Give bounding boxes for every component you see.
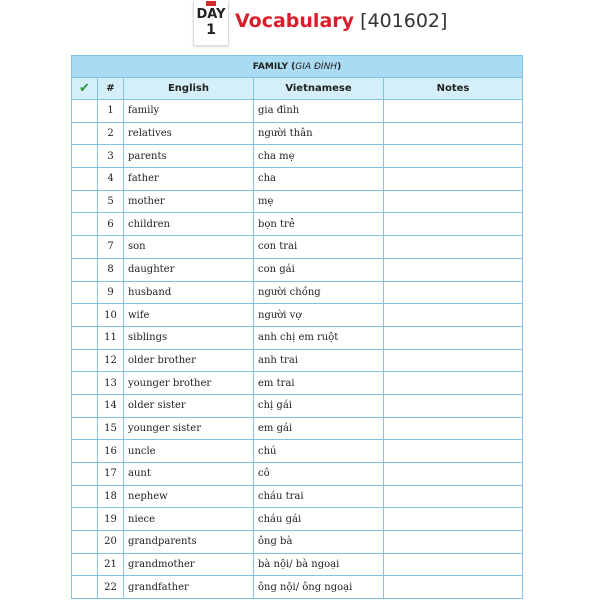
row-vietnamese: cha mẹ xyxy=(254,145,384,168)
row-english: daughter xyxy=(124,258,254,281)
table-row xyxy=(72,485,523,508)
row-checkbox[interactable] xyxy=(72,281,98,304)
row-checkbox[interactable] xyxy=(72,258,98,281)
row-checkbox[interactable] xyxy=(72,326,98,349)
row-notes[interactable] xyxy=(384,417,523,440)
row-english: husband xyxy=(124,281,254,304)
row-number: 8 xyxy=(98,258,124,281)
row-notes[interactable] xyxy=(384,281,523,304)
row-vietnamese: chú xyxy=(254,440,384,463)
row-english: nephew xyxy=(124,485,254,508)
row-english: family xyxy=(124,100,254,123)
table-row xyxy=(72,394,523,417)
day-label: DAY xyxy=(196,6,226,22)
row-english: parents xyxy=(124,145,254,168)
row-notes[interactable] xyxy=(384,576,523,599)
row-english: older sister xyxy=(124,394,254,417)
table-row xyxy=(72,576,523,599)
row-number: 3 xyxy=(98,145,124,168)
row-vietnamese: bà nội/ bà ngoại xyxy=(254,553,384,576)
table-row xyxy=(72,508,523,531)
table-row xyxy=(72,100,523,123)
title-text: Vocabulary xyxy=(235,10,355,32)
row-number: 2 xyxy=(98,122,124,145)
row-notes[interactable] xyxy=(384,145,523,168)
row-vietnamese: con gái xyxy=(254,258,384,281)
column-english: English xyxy=(124,78,254,100)
row-checkbox[interactable] xyxy=(72,508,98,531)
table-row xyxy=(72,372,523,395)
row-vietnamese: ông bà xyxy=(254,531,384,554)
row-number: 18 xyxy=(98,485,124,508)
table-row xyxy=(72,168,523,191)
table-row xyxy=(72,553,523,576)
row-vietnamese: cha xyxy=(254,168,384,191)
row-vietnamese: gia đình xyxy=(254,100,384,123)
row-vietnamese: em trai xyxy=(254,372,384,395)
row-checkbox[interactable] xyxy=(72,463,98,486)
row-english: older brother xyxy=(124,349,254,372)
row-checkbox[interactable] xyxy=(72,168,98,191)
row-checkbox[interactable] xyxy=(72,122,98,145)
table-row xyxy=(72,281,523,304)
row-english: children xyxy=(124,213,254,236)
table-row xyxy=(72,349,523,372)
row-notes[interactable] xyxy=(384,440,523,463)
table-row xyxy=(72,190,523,213)
row-number: 13 xyxy=(98,372,124,395)
row-vietnamese: anh trai xyxy=(254,349,384,372)
row-number: 11 xyxy=(98,326,124,349)
table-row xyxy=(72,145,523,168)
row-english: relatives xyxy=(124,122,254,145)
row-vietnamese: người chồng xyxy=(254,281,384,304)
row-checkbox[interactable] xyxy=(72,440,98,463)
row-notes[interactable] xyxy=(384,349,523,372)
row-number: 15 xyxy=(98,417,124,440)
table-row xyxy=(72,417,523,440)
table-row xyxy=(72,122,523,145)
row-checkbox[interactable] xyxy=(72,190,98,213)
row-checkbox[interactable] xyxy=(72,485,98,508)
row-checkbox[interactable] xyxy=(72,145,98,168)
row-vietnamese: em gái xyxy=(254,417,384,440)
row-notes[interactable] xyxy=(384,508,523,531)
row-vietnamese: người vợ xyxy=(254,304,384,327)
ribbon-icon xyxy=(206,1,216,6)
table-row xyxy=(72,258,523,281)
row-number: 19 xyxy=(98,508,124,531)
row-number: 5 xyxy=(98,190,124,213)
row-english: niece xyxy=(124,508,254,531)
row-notes[interactable] xyxy=(384,485,523,508)
table-row xyxy=(72,531,523,554)
row-checkbox[interactable] xyxy=(72,236,98,259)
row-english: wife xyxy=(124,304,254,327)
table-row xyxy=(72,213,523,236)
row-vietnamese: cháu trai xyxy=(254,485,384,508)
table-row xyxy=(72,304,523,327)
row-number: 10 xyxy=(98,304,124,327)
caption-main: FAMILY xyxy=(252,61,289,72)
row-checkbox[interactable] xyxy=(72,394,98,417)
column-number: # xyxy=(98,78,124,100)
row-number: 14 xyxy=(98,394,124,417)
row-english: aunt xyxy=(124,463,254,486)
row-checkbox[interactable] xyxy=(72,372,98,395)
page-header xyxy=(193,0,447,46)
table-row xyxy=(72,463,523,486)
row-notes[interactable] xyxy=(384,122,523,145)
row-checkbox[interactable] xyxy=(72,576,98,599)
row-number: 4 xyxy=(98,168,124,191)
row-vietnamese: anh chị em ruột xyxy=(254,326,384,349)
row-notes[interactable] xyxy=(384,531,523,554)
row-notes[interactable] xyxy=(384,304,523,327)
row-checkbox[interactable] xyxy=(72,100,98,123)
row-checkbox[interactable] xyxy=(72,213,98,236)
row-english: grandparents xyxy=(124,531,254,554)
row-checkbox[interactable] xyxy=(72,349,98,372)
row-notes[interactable] xyxy=(384,100,523,123)
row-checkbox[interactable] xyxy=(72,531,98,554)
row-notes[interactable] xyxy=(384,553,523,576)
column-check xyxy=(72,78,98,100)
row-english: grandfather xyxy=(124,576,254,599)
row-number: 22 xyxy=(98,576,124,599)
row-english: younger brother xyxy=(124,372,254,395)
row-vietnamese: mẹ xyxy=(254,190,384,213)
row-number: 17 xyxy=(98,463,124,486)
row-number: 9 xyxy=(98,281,124,304)
row-number: 16 xyxy=(98,440,124,463)
row-english: younger sister xyxy=(124,417,254,440)
page-title xyxy=(235,10,447,32)
row-vietnamese: chị gái xyxy=(254,394,384,417)
caption-vietnamese: GIA ĐÌNH xyxy=(295,61,338,72)
row-checkbox[interactable] xyxy=(72,417,98,440)
row-notes[interactable] xyxy=(384,213,523,236)
row-notes[interactable] xyxy=(384,463,523,486)
column-notes: Notes xyxy=(384,78,523,100)
row-english: grandmother xyxy=(124,553,254,576)
table-row xyxy=(72,236,523,259)
row-number: 20 xyxy=(98,531,124,554)
row-notes[interactable] xyxy=(384,236,523,259)
row-checkbox[interactable] xyxy=(72,553,98,576)
table-row xyxy=(72,326,523,349)
row-notes[interactable] xyxy=(384,372,523,395)
row-english: father xyxy=(124,168,254,191)
row-number: 6 xyxy=(98,213,124,236)
row-vietnamese: cô xyxy=(254,463,384,486)
table-caption: FAMILY (GIA ĐÌNH) xyxy=(72,56,523,78)
row-vietnamese: người thân xyxy=(254,122,384,145)
vocabulary-table xyxy=(71,55,523,599)
day-badge xyxy=(193,1,229,46)
row-notes[interactable] xyxy=(384,168,523,191)
row-vietnamese: cháu gái xyxy=(254,508,384,531)
row-number: 7 xyxy=(98,236,124,259)
row-number: 12 xyxy=(98,349,124,372)
row-vietnamese: con trai xyxy=(254,236,384,259)
column-vietnamese: Vietnamese xyxy=(254,78,384,100)
row-english: mother xyxy=(124,190,254,213)
row-notes[interactable] xyxy=(384,258,523,281)
check-icon: ✔ xyxy=(79,81,90,96)
row-notes[interactable] xyxy=(384,394,523,417)
row-notes[interactable] xyxy=(384,326,523,349)
row-checkbox[interactable] xyxy=(72,304,98,327)
row-vietnamese: ông nội/ ông ngoại xyxy=(254,576,384,599)
row-english: siblings xyxy=(124,326,254,349)
row-english: uncle xyxy=(124,440,254,463)
title-code: [401602] xyxy=(360,10,448,32)
row-vietnamese: bọn trẻ xyxy=(254,213,384,236)
table-row xyxy=(72,440,523,463)
row-english: son xyxy=(124,236,254,259)
day-number: 1 xyxy=(206,21,216,38)
table-body xyxy=(72,100,523,599)
row-number: 1 xyxy=(98,100,124,123)
row-number: 21 xyxy=(98,553,124,576)
row-notes[interactable] xyxy=(384,190,523,213)
